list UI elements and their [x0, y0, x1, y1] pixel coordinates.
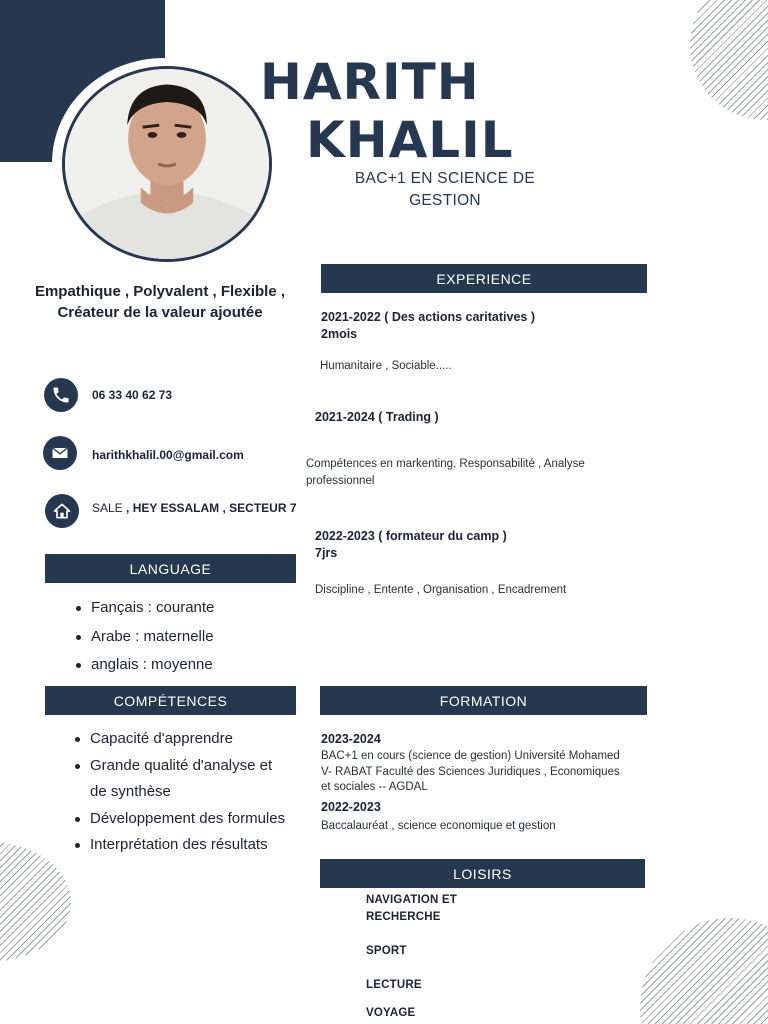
experience-section-header: EXPERIENCE: [321, 264, 647, 293]
experience-item-description: Discipline , Entente , Organisation , Encadrement: [315, 584, 567, 596]
home-icon: [45, 494, 79, 528]
experience-item-title: 2021-2024 ( Trading ): [315, 410, 439, 424]
experience-item-title: 2021-2022 ( Des actions caritatives ): [321, 310, 536, 324]
decorative-hatched-circle-top-right: [690, 0, 768, 120]
formation-item-year: 2022-2023: [321, 800, 381, 814]
list-item: Interprétation des résultats: [72, 832, 287, 859]
skills-section-header: COMPÉTENCES: [45, 686, 296, 715]
address: SALE , HEY ESSALAM , SECTEUR 7: [92, 501, 297, 515]
email-address[interactable]: harithkhalil.00@gmail.com: [92, 448, 244, 462]
personal-tagline: Empathique , Polyvalent , Flexible , Créateur de la valeur ajoutée: [34, 283, 286, 321]
hobbies-section-header: LOISIRS: [320, 859, 645, 888]
formation-item-description: Baccalauréat , science economique et gestion: [321, 820, 556, 832]
degree-subtitle: BAC+1 EN SCIENCE DE GESTION: [354, 170, 536, 209]
language-section-header: LANGUAGE: [45, 554, 296, 583]
list-item: anglais : moyenne: [73, 651, 293, 680]
last-name: KHALIL: [306, 111, 514, 169]
list-item: Fançais : courante: [73, 594, 293, 623]
language-list: [73, 594, 293, 680]
decorative-hatched-circle-left: [0, 842, 71, 962]
list-item: Arabe : maternelle: [73, 623, 293, 652]
skills-list: [72, 726, 287, 859]
list-item: Développement des formules: [72, 806, 287, 833]
hobby-item: VOYAGE: [366, 1007, 416, 1019]
decorative-hatched-circle-bottom-right: [640, 918, 768, 1024]
list-item: Capacité d'apprendre: [72, 726, 287, 753]
experience-item-title: 2022-2023 ( formateur du camp ): [315, 529, 507, 543]
phone-number: 06 33 40 62 73: [92, 388, 173, 402]
hobby-item: SPORT: [366, 945, 407, 957]
list-item: Grande qualité d'analyse et de synthèse: [72, 753, 287, 806]
formation-item-year: 2023-2024: [321, 732, 381, 746]
envelope-icon: [43, 436, 77, 470]
formation-section-header: FORMATION: [320, 686, 647, 715]
experience-item-description: Humanitaire , Sociable.....: [320, 360, 452, 372]
phone-icon: [44, 378, 78, 412]
hobby-item: LECTURE: [366, 979, 422, 991]
profile-photo: [62, 66, 272, 262]
experience-item-duration: 2mois: [321, 327, 358, 341]
hobby-item: NAVIGATION ET RECHERCHE: [366, 894, 457, 923]
formation-item-description: BAC+1 en cours (science de gestion) Université Mohamed V- RABAT Faculté des Sciences Juridiques , Economiques et sociales -- AGDAL: [321, 750, 620, 793]
first-name: HARITH: [260, 53, 480, 111]
experience-item-description: Compétences en markenting, Responsabilité , Analyse professionnel: [306, 458, 585, 487]
experience-item-duration: 7jrs: [315, 546, 338, 560]
